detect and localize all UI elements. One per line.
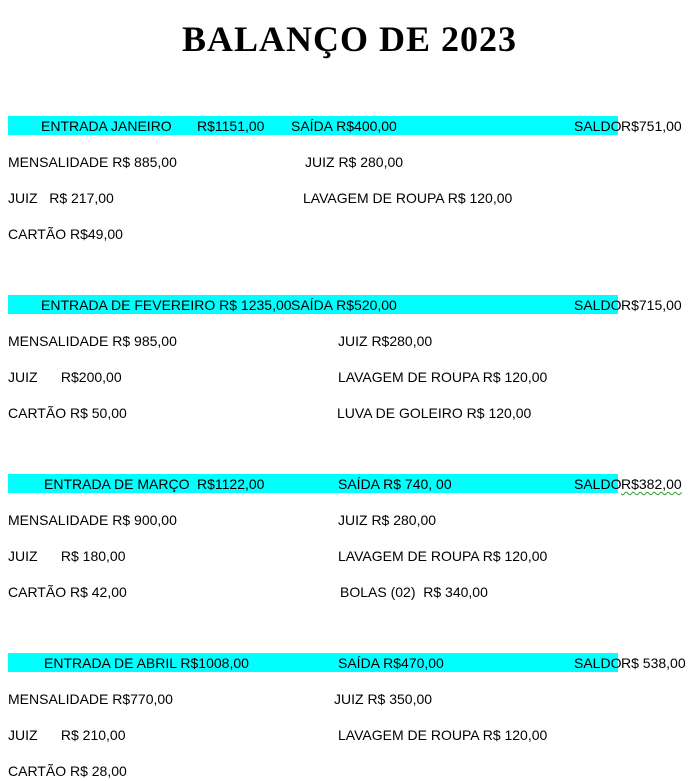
expense-item: LAVAGEM DE ROUPA R$ 120,00 (338, 548, 548, 564)
entrada-value: R$1122,00 (197, 476, 265, 492)
entry-item: JUIZ R$ 180,00 (8, 548, 126, 564)
saldo-label: SALDO (574, 655, 622, 671)
expense-item: JUIZ R$ 350,00 (334, 691, 433, 707)
entrada-label: ENTRADA DE MARÇO (44, 476, 190, 492)
saida-label: SAÍDA R$400,00 (291, 118, 397, 134)
expense-item: LAVAGEM DE ROUPA R$ 120,00 (338, 369, 548, 385)
entry-item: CARTÃO R$ 50,00 (8, 405, 127, 421)
entrada-value: R$1151,00 (197, 118, 265, 134)
entry-item: MENSALIDADE R$ 885,00 (8, 154, 177, 170)
expense-item: LAVAGEM DE ROUPA R$ 120,00 (338, 727, 548, 743)
entry-item: CARTÃO R$ 28,00 (8, 763, 127, 779)
saldo-value: R$ 538,00 (621, 655, 686, 671)
saida-label: SAÍDA R$ 740, 00 (338, 476, 452, 492)
expense-item: LUVA DE GOLEIRO R$ 120,00 (337, 405, 532, 421)
entry-item: JUIZ R$ 210,00 (8, 727, 126, 743)
document-title: BALANÇO DE 2023 (181, 19, 518, 59)
saldo-value: R$382,00 (621, 476, 682, 492)
entrada-label: ENTRADA JANEIRO (41, 118, 172, 134)
saldo-label: SALDO (574, 118, 622, 134)
entry-item: MENSALIDADE R$ 985,00 (8, 333, 177, 349)
expense-item: JUIZ R$ 280,00 (338, 512, 437, 528)
entry-item: MENSALIDADE R$ 900,00 (8, 512, 177, 528)
saldo-value: R$715,00 (621, 297, 682, 313)
entrada-label: ENTRADA DE ABRIL R$1008,00 (44, 655, 249, 671)
expense-item: BOLAS (02) R$ 340,00 (340, 584, 488, 600)
saldo-label: SALDO (574, 476, 622, 492)
entry-item: CARTÃO R$49,00 (8, 226, 123, 242)
entry-item: JUIZ R$ 217,00 (8, 190, 114, 206)
entrada-label: ENTRADA DE FEVEREIRO R$ 1235,00 (41, 297, 292, 313)
saida-label: SAÍDA R$520,00 (291, 297, 397, 313)
saldo-label: SALDO (574, 297, 622, 313)
expense-item: JUIZ R$ 280,00 (305, 154, 404, 170)
expense-item: LAVAGEM DE ROUPA R$ 120,00 (303, 190, 513, 206)
saldo-value: R$751,00 (621, 118, 682, 134)
entry-item: MENSALIDADE R$770,00 (8, 691, 173, 707)
expense-item: JUIZ R$280,00 (338, 333, 433, 349)
saida-label: SAÍDA R$470,00 (338, 655, 444, 671)
entry-item: CARTÃO R$ 42,00 (8, 584, 127, 600)
entry-item: JUIZ R$200,00 (8, 369, 122, 385)
